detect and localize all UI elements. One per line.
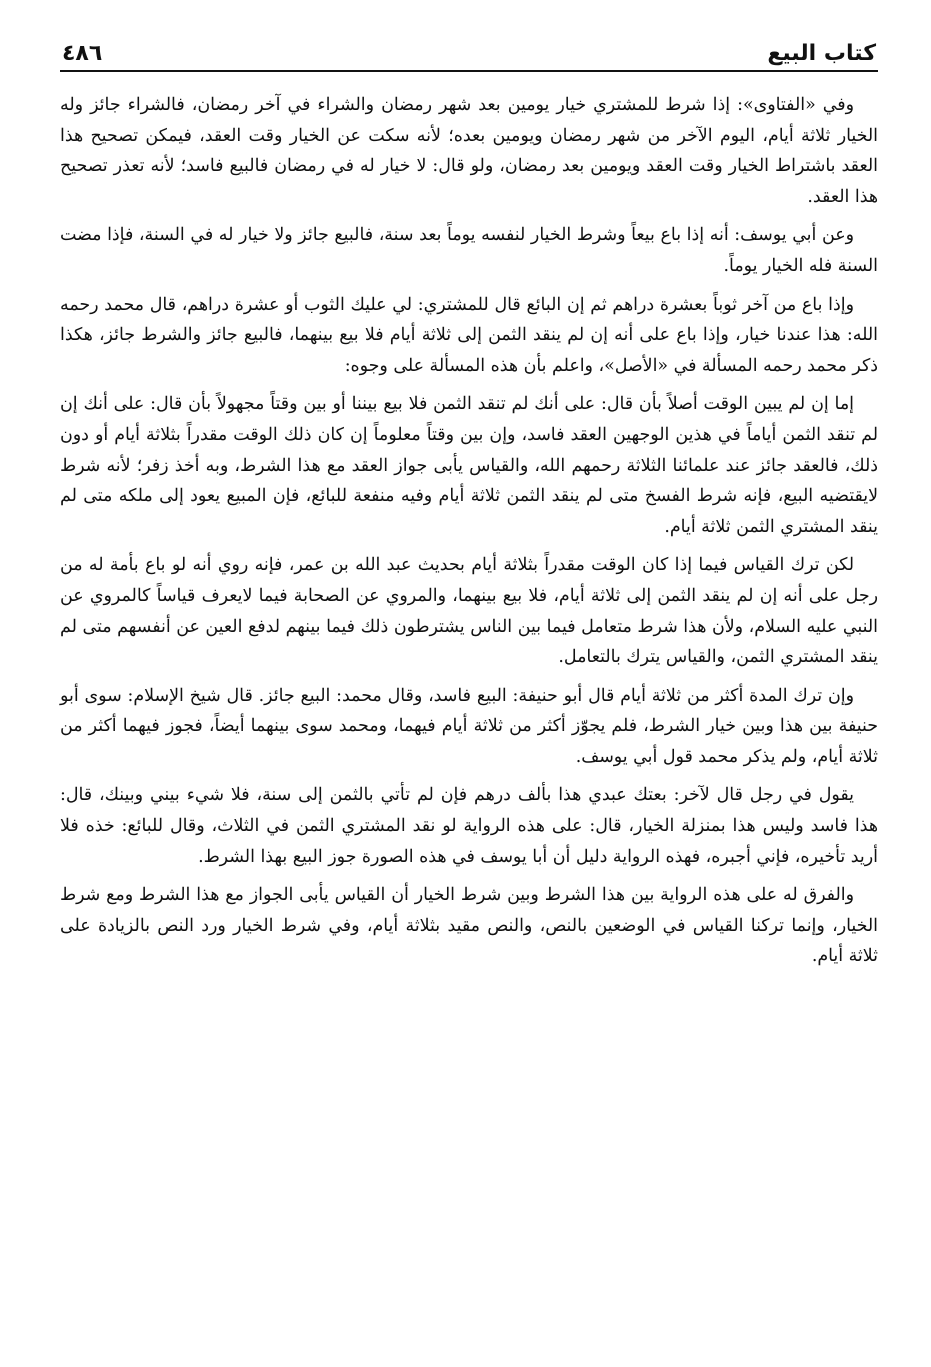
paragraph: والفرق له على هذه الرواية بين هذا الشرط وبين شرط الخيار أن القياس يأبى الجواز مع هذا الشرط ومع شرط الخيار، وإنما تركنا القياس في الوضعين بالنص، والنص مقيد بثلاثة أيام، وفي شرط الخيار ورد النص بالزيادة على ثلاثة أيام. — [60, 885, 878, 967]
paragraph: وإذا باع من آخر ثوباً بعشرة دراهم ثم إن البائع قال للمشتري: لي عليك الثوب أو عشرة دراهم، قال محمد رحمه الله: هذا عندنا خيار، وإذا باع على أنه إن لم ينقد الثمن إلى ثلاثة أيام فلا بيع بينهما، فالبيع جائز والشرط جائز، هكذا ذكر محمد رحمه المسألة في «الأصل»، واعلم بأن هذه المسألة على وجوه: — [60, 294, 878, 376]
paragraph: يقول في رجل قال لآخر: بعتك عبدي هذا بألف درهم فإن لم تأتي بالثمن إلى سنة، فلا شيء بيني وبينك، قال: هذا فاسد وليس هذا بمنزلة الخيار، قال: على هذه الرواية لو نقد المشتري الثمن في الثلاث، وقال للبائع: خذه فلا أريد تأخيره، فإني أجبره، فهذه الرواية دليل أن أبا يوسف في هذه الصورة جوز البيع بهذا الشرط. — [60, 785, 878, 867]
page-header — [60, 38, 878, 72]
body-text — [60, 90, 878, 972]
page-number: ٤٨٦ — [62, 41, 103, 66]
paragraph: وإن ترك المدة أكثر من ثلاثة أيام قال أبو حنيفة: البيع فاسد، وقال محمد: البيع جائز. قال شيخ الإسلام: سوى أبو حنيفة بين هذا وبين خيار الشرط، فلم يجوّز أكثر من ثلاثة أيام فيهما، ومحمد سوى بينهما أيضاً، فجوز فيهما أكثر من ثلاثة أيام، ولم يذكر محمد قول أبي يوسف. — [60, 685, 878, 767]
paragraph: وفي «الفتاوى»: إذا شرط للمشتري خيار يومين بعد شهر رمضان والشراء في آخر رمضان، فالشراء جائز وله الخيار ثلاثة أيام، اليوم الآخر من شهر رمضان ويومين بعده؛ لأنه سكت عن الخيار وقت العقد، فيمكن تصحيح هذا العقد باشتراط الخيار وقت العقد ويومين بعد رمضان، ولو قال: لا خيار له في رمضان فالبيع فاسد؛ لأنه تعذر تصحيح هذا العقد. — [60, 95, 878, 207]
paragraph: وعن أبي يوسف: أنه إذا باع بيعاً وشرط الخيار لنفسه يوماً بعد سنة، فالبيع جائز ولا خيار له في السنة، فإذا مضت السنة فله الخيار يوماً. — [60, 225, 878, 276]
chapter-title: كتاب البيع — [767, 41, 876, 66]
paragraph: لكن ترك القياس فيما إذا كان الوقت مقدراً بثلاثة أيام بحديث عبد الله بن عمر، فإنه روي أنه لو باع بأمة له من رجل على أنه إن لم ينقد الثمن إلى ثلاثة أيام، فلا بيع بينهما، والمروي عن الصحابة فيما لايعرف قياساً كالمروي عن النبي عليه السلام، ولأن هذا شرط متعامل فيما بين الناس يشترطون ذلك فيما بينهم لدفع العين عن أنفسهم متى لم ينقد المشتري الثمن، والقياس يترك بالتعامل. — [60, 555, 878, 668]
book-page — [60, 38, 878, 1338]
paragraph: إما إن لم يبين الوقت أصلاً بأن قال: على أنك لم تنقد الثمن فلا بيع بيننا أو بين وقتاً مجهولاً بأن قال: على أنك إن لم تنقد الثمن أياماً في هذين الوجهين العقد فاسد، وإن بين وقتاً معلوماً إن كان ذلك الوقت مقدراً بثلاثة أيام أو دون ذلك، فالعقد جائز عند علمائنا الثلاثة رحمهم الله، والقياس يأبى جواز العقد مع هذا الشرط، وبه أخذ زفر؛ لأنه شرط لايقتضيه البيع، فإنه شرط الفسخ متى لم ينقد الثمن ثلاثة أيام وفيه منفعة للبائع، فإن المبيع يعود إلى ملكه متى لم ينقد المشتري الثمن ثلاثة أيام. — [60, 394, 878, 537]
